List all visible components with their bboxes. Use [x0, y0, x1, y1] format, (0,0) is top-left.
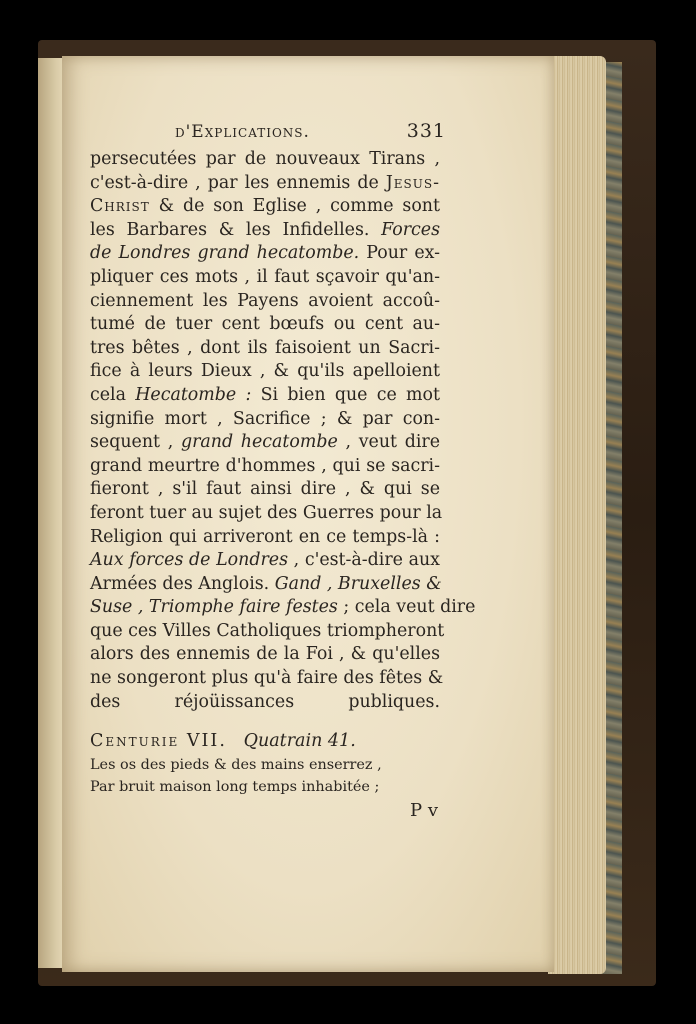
- text-line: [90, 549, 440, 573]
- text-line: [90, 643, 440, 667]
- text-segment: tres bêtes , dont ils faisoient un Sacri-: [90, 337, 440, 358]
- text-line: [90, 172, 440, 196]
- text-segment: ne songeront plus qu'à faire des fêtes &: [90, 668, 444, 689]
- verse-line: Par bruit maison long temps inhabitée ;: [90, 779, 380, 796]
- centurie-label: Centurie VII.: [90, 731, 227, 752]
- text-segment: Christ: [90, 196, 150, 217]
- text-segment: tumé de tuer cent bœufs ou cent au-: [90, 314, 440, 335]
- page-text: [90, 118, 476, 822]
- text-line: [90, 596, 476, 620]
- text-line: [90, 219, 440, 243]
- text-line: [90, 360, 440, 384]
- text-segment: cela: [90, 384, 136, 405]
- text-line: [90, 290, 440, 314]
- text-segment: grand meurtre d'hommes , qui se sacri-: [90, 455, 440, 476]
- text-segment: Religion qui arriveront en ce temps-là :: [90, 526, 440, 547]
- text-segment: & de son Eglise , comme sont: [149, 196, 440, 217]
- text-segment: Pour ex-: [359, 243, 440, 264]
- text-segment: les Barbares & les Infidelles.: [90, 219, 382, 240]
- text-segment: Si bien que ce mot: [251, 384, 440, 405]
- text-line: [90, 266, 440, 290]
- text-segment: feront tuer au sujet des Guerres pour la: [90, 502, 443, 523]
- body-text: [90, 148, 476, 714]
- text-segment: de Londres grand hecatombe.: [90, 243, 360, 264]
- text-segment: , c'est-à-dire aux: [288, 550, 440, 571]
- text-segment: Aux forces de Londres: [90, 550, 288, 571]
- text-segment: Hecatombe :: [135, 384, 252, 405]
- text-segment: c'est-à-dire , par les ennemis de: [90, 172, 386, 193]
- text-segment: persecutées par de nouveaux Tirans ,: [90, 149, 440, 169]
- page-number: 331: [406, 120, 446, 142]
- verse-line: Les os des pieds & des mains enserrez ,: [90, 757, 382, 774]
- running-header: [90, 118, 446, 148]
- signature-mark: P v: [409, 800, 438, 822]
- text-segment: Jesus-: [385, 172, 440, 193]
- quatrain-label: Quatrain 41.: [243, 731, 356, 752]
- text-line: [90, 526, 440, 550]
- text-segment: , veut dire: [337, 432, 440, 453]
- text-segment: que ces Villes Catholiques triompheront: [90, 620, 445, 641]
- text-line: [90, 313, 440, 337]
- running-title: d'Explications.: [175, 122, 310, 142]
- section-heading: [90, 728, 440, 754]
- text-segment: Forces: [381, 219, 440, 240]
- text-segment: Suse , Triomphe faire festes: [90, 597, 338, 618]
- verse-block: [90, 754, 440, 798]
- text-segment: ciennement les Payens avoient accoû-: [90, 290, 440, 311]
- text-segment: sequent ,: [90, 432, 181, 453]
- text-segment: grand hecatombe: [180, 432, 338, 453]
- text-line: [90, 502, 443, 526]
- text-segment: pliquer ces mots , il faut sçavoir qu'an-: [90, 266, 440, 287]
- text-line: [90, 384, 440, 408]
- text-line: [90, 148, 440, 172]
- text-segment: alors des ennemis de la Foi , & qu'elles: [90, 644, 440, 665]
- text-segment: signifie mort , Sacrifice ; & par con-: [90, 408, 440, 429]
- text-line: [90, 195, 440, 219]
- text-line: [90, 478, 440, 502]
- text-line: [90, 455, 440, 479]
- text-segment: ; cela veut dire: [337, 597, 476, 618]
- text-segment: Armées des Anglois.: [90, 573, 275, 594]
- text-segment: des réjoüissances publiques.: [90, 691, 440, 712]
- text-line: [90, 620, 445, 644]
- text-line: [90, 408, 440, 432]
- text-line: [90, 431, 440, 455]
- text-line: [90, 691, 440, 715]
- text-line: [90, 337, 440, 361]
- text-line: [90, 667, 444, 691]
- text-segment: fice à leurs Dieux , & qu'ils apelloient: [90, 361, 440, 382]
- text-segment: Gand , Bruxelles &: [274, 573, 442, 594]
- text-segment: fieront , s'il faut ainsi dire , & qui se: [90, 479, 440, 500]
- page-edges: [548, 56, 606, 974]
- text-line: [90, 573, 440, 597]
- text-line: [90, 242, 440, 266]
